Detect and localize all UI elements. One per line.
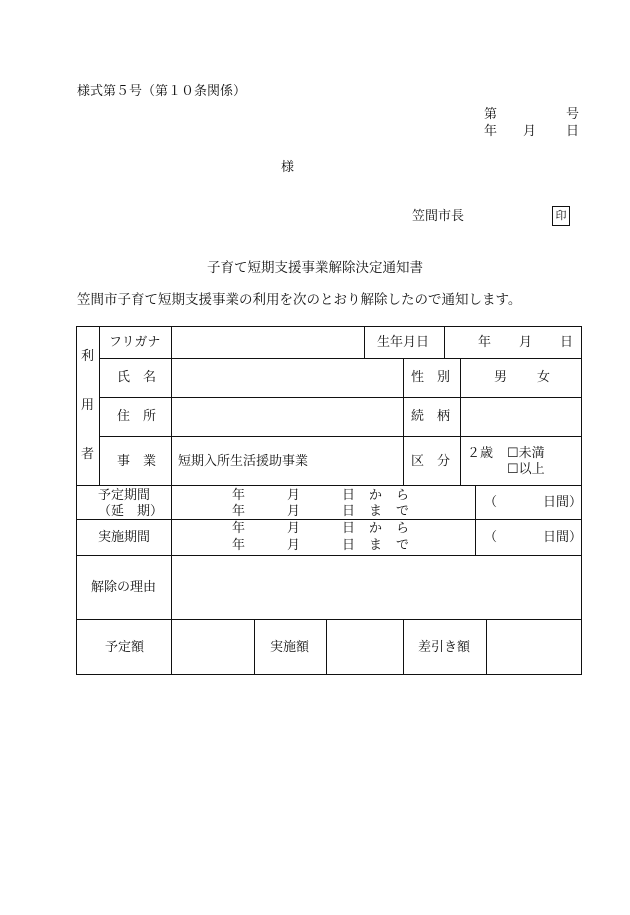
document-number-suffix: 号: [566, 107, 580, 122]
reason-field[interactable]: [172, 556, 581, 619]
issue-date-month: 月: [523, 124, 537, 139]
age-under-checkbox[interactable]: ☐未満: [507, 446, 545, 461]
planned-amount-label: 予定額: [105, 640, 145, 655]
user-label-char: 者: [81, 447, 95, 462]
table-line: [403, 619, 404, 675]
period-year: 年: [232, 488, 246, 503]
planned-period-label: 予定期間: [98, 488, 151, 503]
user-label-char: 利: [81, 349, 95, 364]
period-kana: で: [396, 538, 410, 553]
period-month: 月: [287, 521, 301, 536]
category-label: 区 分: [411, 454, 451, 469]
service-label: 事 業: [117, 454, 157, 469]
period-year: 年: [232, 504, 246, 519]
name-label: 氏 名: [117, 370, 157, 385]
difference-label: 差引き額: [418, 640, 471, 655]
period-kana: か: [369, 488, 383, 503]
birthdate-label: 生年月日: [377, 335, 430, 350]
period-day: 日: [342, 504, 356, 519]
gender-label: 性 別: [411, 370, 451, 385]
table-line: [444, 326, 445, 359]
period-kana: か: [369, 521, 383, 536]
actual-amount-label: 実施額: [270, 640, 310, 655]
age-over-checkbox[interactable]: ☐以上: [507, 462, 545, 477]
addressee-suffix: 様: [281, 160, 295, 175]
birthdate-year: 年: [478, 335, 492, 350]
table-border-left: [76, 326, 77, 675]
actual-amount-field[interactable]: [327, 620, 403, 674]
reason-label: 解除の理由: [91, 580, 157, 595]
table-line: [403, 358, 404, 485]
period-kana: ら: [396, 488, 410, 503]
table-line: [254, 619, 255, 675]
furigana-field[interactable]: [172, 327, 364, 358]
table-border-bottom: [76, 674, 582, 675]
planned-days-open: （: [484, 495, 498, 510]
period-month: 月: [287, 538, 301, 553]
name-field[interactable]: [172, 359, 403, 397]
gender-option-male[interactable]: 男: [494, 370, 508, 385]
relation-field[interactable]: [461, 398, 581, 436]
relation-label: 続 柄: [411, 409, 451, 424]
planned-period-sublabel: （延 期）: [98, 504, 164, 519]
period-kana: ら: [396, 521, 410, 536]
planned-days-close: 日間）: [543, 495, 583, 510]
age-label: ２歳: [467, 446, 494, 461]
actual-period-label: 実施期間: [98, 530, 151, 545]
issue-date-day: 日: [566, 124, 580, 139]
period-day: 日: [342, 521, 356, 536]
form-number: 様式第５号（第１０条関係）: [77, 84, 247, 99]
user-label-char: 用: [81, 398, 95, 413]
table-line: [76, 485, 582, 486]
period-year: 年: [232, 538, 246, 553]
period-day: 日: [342, 538, 356, 553]
service-value: 短期入所生活援助事業: [178, 454, 309, 469]
actual-days-open: （: [484, 530, 498, 545]
period-month: 月: [287, 504, 301, 519]
period-kana: ま: [369, 504, 383, 519]
table-line: [475, 485, 476, 556]
document-number-label: 第: [484, 107, 498, 122]
furigana-label: フリガナ: [109, 335, 161, 350]
document-title: 子育て短期支援事業解除決定通知書: [207, 260, 423, 276]
actual-days-close: 日間）: [543, 530, 583, 545]
birthdate-month: 月: [519, 335, 533, 350]
period-kana: で: [396, 504, 410, 519]
planned-amount-field[interactable]: [172, 620, 254, 674]
address-field[interactable]: [172, 398, 403, 436]
period-year: 年: [232, 521, 246, 536]
table-line: [364, 326, 365, 359]
period-day: 日: [342, 488, 356, 503]
issuer-name: 笠間市長: [412, 209, 465, 224]
seal-stamp: 印: [552, 206, 570, 226]
difference-field[interactable]: [487, 620, 581, 674]
issue-date-year: 年: [484, 124, 498, 139]
period-kana: ま: [369, 538, 383, 553]
period-month: 月: [287, 488, 301, 503]
notice-body-text: 笠間市子育て短期支援事業の利用を次のとおり解除したので通知します。: [77, 292, 522, 308]
table-line: [99, 326, 100, 485]
birthdate-day: 日: [560, 335, 574, 350]
address-label: 住 所: [117, 409, 157, 424]
table-line: [76, 519, 582, 520]
gender-option-female[interactable]: 女: [537, 370, 551, 385]
